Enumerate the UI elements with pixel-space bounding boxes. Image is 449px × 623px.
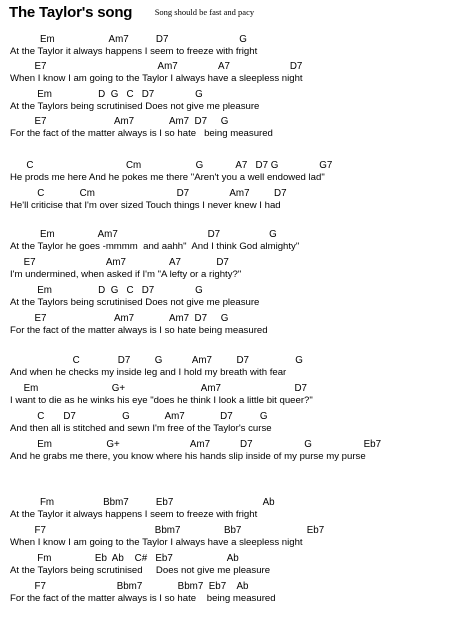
chord-line: E7 Am7 Am7 D7 G [10,313,229,324]
lyric-line: He prods me here And he pokes me there "Aren't you a well endowed lad" [10,172,325,183]
chord-line: C Cm D7 Am7 D7 [10,188,287,199]
chord-line: F7 Bbm7 Bbm7 Eb7 Ab [10,581,249,592]
lyric-line: I want to die as he winks his eye "does he think I look a little bit queer?" [10,395,313,406]
chord-line: Em G+ Am7 D7 G Eb7 [10,439,382,450]
chord-line: E7 Am7 Am7 D7 G [10,116,229,127]
chord-line: E7 Am7 A7 D7 [10,257,229,268]
lyric-line: When I know I am going to the Taylor I always have a sleepless night [10,537,303,548]
lyric-line: He'll criticise that I'm over sized Touch things I never knew I had [10,200,281,211]
lyric-line: For the fact of the matter always is I so hate being measured [10,325,268,336]
chord-line: Fm Eb Ab C# Eb7 Ab [10,553,239,564]
chord-line: Em D G C D7 G [10,89,203,100]
chord-line: Em D G C D7 G [10,285,203,296]
chord-line: F7 Bbm7 Bb7 Eb7 [10,525,325,536]
chord-line: Em Am7 D7 G [10,34,247,45]
chord-line: E7 Am7 A7 D7 [10,61,303,72]
lyric-line: At the Taylors being scrutinised Does not give me pleasure [10,565,271,576]
song-subtitle: Song should be fast and pacy [154,7,255,17]
lyric-line: For the fact of the matter always is I so hate being measured [10,593,276,604]
lyric-line: At the Taylor it always happens I seem to freeze with fright [10,46,258,57]
chord-line: C Cm G A7 D7 G G7 [10,160,333,171]
chord-line: Em Am7 D7 G [10,229,277,240]
lyric-line: When I know I am going to the Taylor I always have a sleepless night [10,73,303,84]
lyric-line: And then all is stitched and sewn I'm free of the Taylor's curse [10,423,272,434]
lyric-line: At the Taylor he goes -mmmm and aahh" And I think God almighty" [10,241,300,252]
lyric-line: For the fact of the matter always is I so hate being measured [10,128,273,139]
lyric-line: At the Taylors being scrutinised Does not give me pleasure [10,101,260,112]
lyric-line: I'm undermined, when asked if I'm "A lefty or a righty?" [10,269,242,280]
header [9,4,254,22]
chord-line: Em G+ Am7 D7 [10,383,307,394]
chord-line: C D7 G Am7 D7 G [10,411,268,422]
lyric-line: At the Taylors being scrutinised Does not give me pleasure [10,297,260,308]
lyric-line: And he grabs me there, you know where his hands slip inside of my purse my purse [10,451,366,462]
lyric-line: And when he checks my inside leg and I hold my breath with fear [10,367,287,378]
song-title: The Taylor's song [9,4,133,21]
chord-line: Fm Bbm7 Eb7 Ab [10,497,275,508]
lyric-line: At the Taylor it always happens I seem to freeze with fright [10,509,258,520]
chord-line: C D7 G Am7 D7 G [10,355,303,366]
